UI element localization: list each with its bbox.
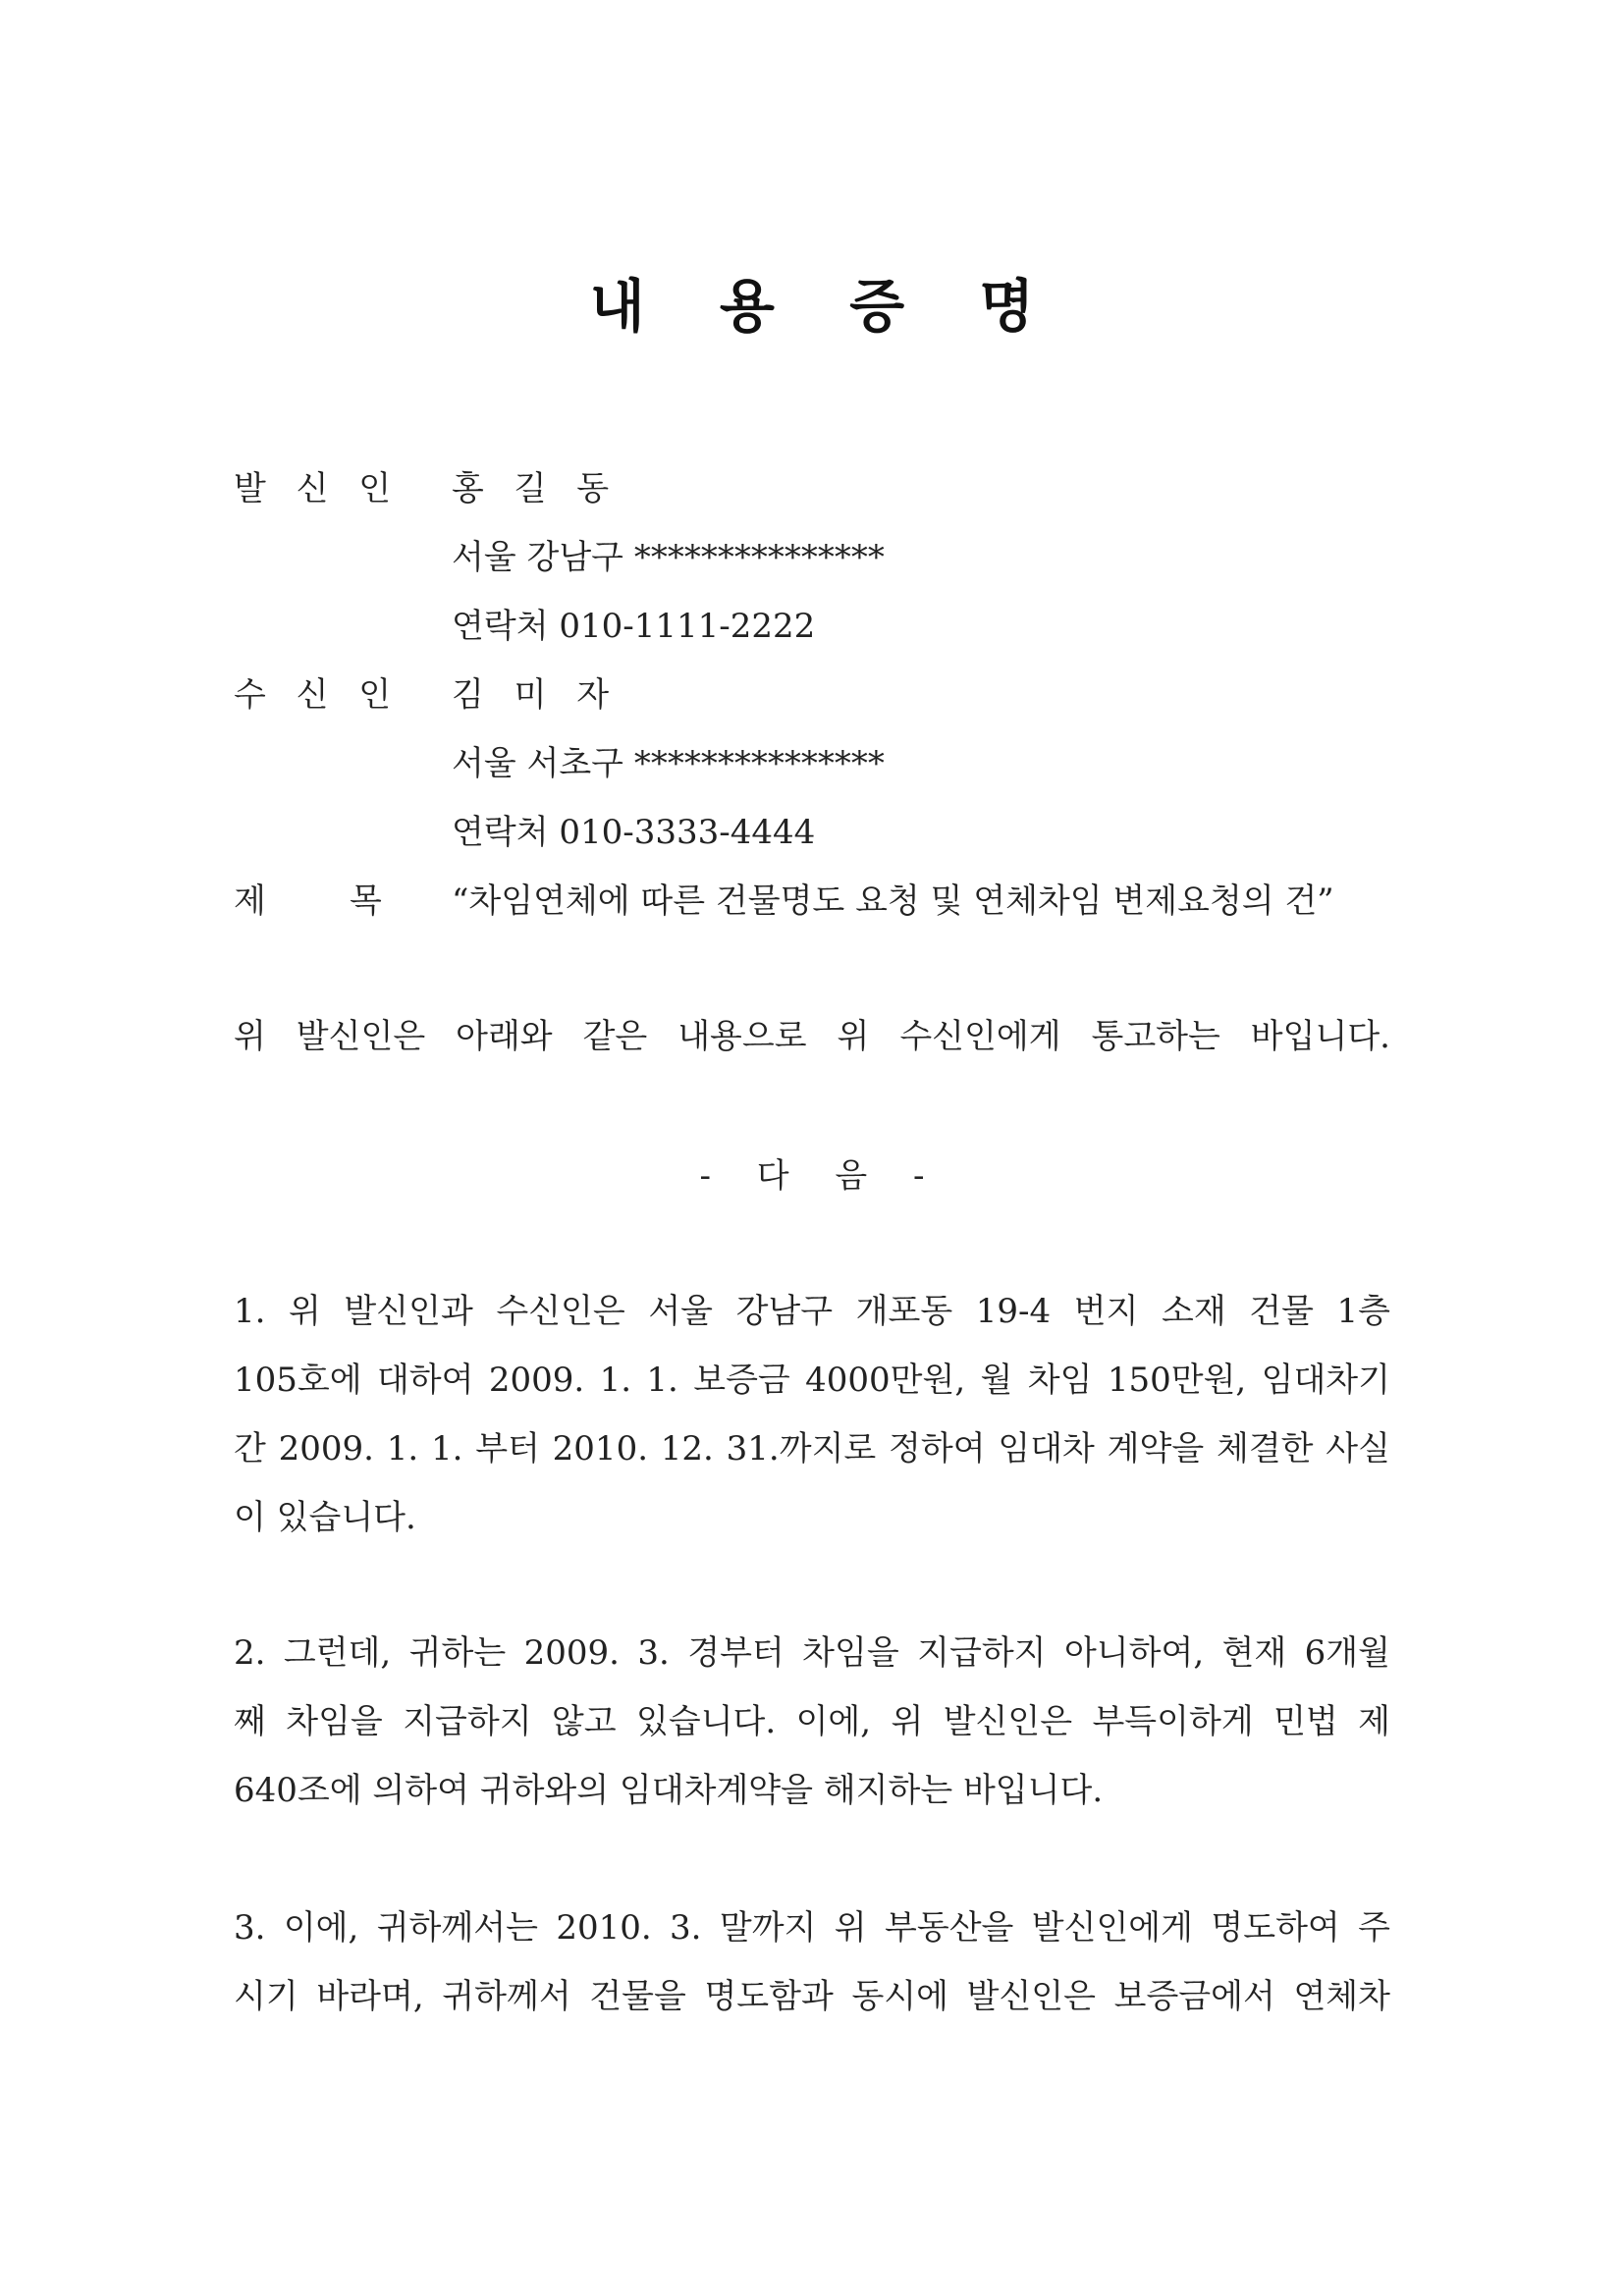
paragraph-2-line-2: 째 차임을 지급하지 않고 있습니다. 이에, 위 발신인은 부득이하게 민법 제 (234, 1702, 1390, 1741)
sender-name: 홍 길 동 (452, 469, 620, 508)
recipient-name-row (0, 666, 1624, 724)
paragraph-1-line-1: 1. 위 발신인과 수신인은 서울 강남구 개포동 19-4 번지 소재 건물 1층 (234, 1292, 1390, 1331)
paragraph-2-line (0, 1761, 1624, 1820)
paragraph-3-line-2: 시기 바라며, 귀하께서 건물을 명도함과 동시에 발신인은 보증금에서 연체차 (234, 1977, 1390, 2016)
paragraph-1-line (0, 1419, 1624, 1478)
sender-contact: 연락처 010-1111-2222 (452, 607, 816, 646)
subject-label-char-1: 제 (234, 881, 266, 921)
sender-label: 발 신 인 (234, 469, 402, 508)
paragraph-3-line (0, 1967, 1624, 2026)
paragraph-1-line-4: 이 있습니다. (234, 1498, 416, 1537)
subject-label (234, 872, 382, 931)
sender-address-row (0, 528, 1624, 587)
paragraph-1-line (0, 1351, 1624, 1410)
recipient-label: 수 신 인 (234, 675, 402, 715)
section-heading: - 다 음 - (699, 1156, 943, 1196)
document-title: 내 용 증 명 (589, 273, 1062, 340)
intro-text: 위 발신인은 아래와 같은 내용으로 위 수신인에게 통고하는 바입니다. (234, 1017, 1390, 1056)
subject-text: “차임연체에 따른 건물명도 요청 및 연체차임 변제요청의 건” (452, 881, 1334, 921)
paragraph-2-line (0, 1624, 1624, 1682)
paragraph-3-line (0, 1898, 1624, 1957)
recipient-address: 서울 서초구 *************** (452, 744, 885, 783)
subject-row (0, 872, 1624, 931)
paragraph-1-line (0, 1282, 1624, 1341)
paragraph-2-line-1: 2. 그런데, 귀하는 2009. 3. 경부터 차임을 지급하지 아니하여, 현재 6개월 (234, 1633, 1390, 1673)
sender-address: 서울 강남구 *************** (452, 538, 885, 577)
intro-row (0, 1007, 1624, 1066)
sender-contact-row (0, 597, 1624, 656)
paragraph-1-line-3: 간 2009. 1. 1. 부터 2010. 12. 31.까지로 정하여 임대차 계약을 체결한 사실 (234, 1429, 1390, 1468)
recipient-contact-row (0, 803, 1624, 862)
subject-label-char-2: 목 (350, 881, 382, 921)
paragraph-1-line-2: 105호에 대하여 2009. 1. 1. 보증금 4000만원, 월 차임 150만원, 임대차기 (234, 1361, 1390, 1400)
paragraph-3-line-1: 3. 이에, 귀하께서는 2010. 3. 말까지 위 부동산을 발신인에게 명도하여 주 (234, 1908, 1390, 1948)
paragraph-1-line (0, 1488, 1624, 1547)
recipient-contact: 연락처 010-3333-4444 (452, 813, 816, 852)
recipient-name: 김 미 자 (452, 675, 620, 715)
sender-name-row (0, 459, 1624, 518)
recipient-address-row (0, 734, 1624, 793)
paragraph-2-line (0, 1692, 1624, 1751)
paragraph-2-line-3: 640조에 의하여 귀하와의 임대차계약을 해지하는 바입니다. (234, 1771, 1104, 1810)
